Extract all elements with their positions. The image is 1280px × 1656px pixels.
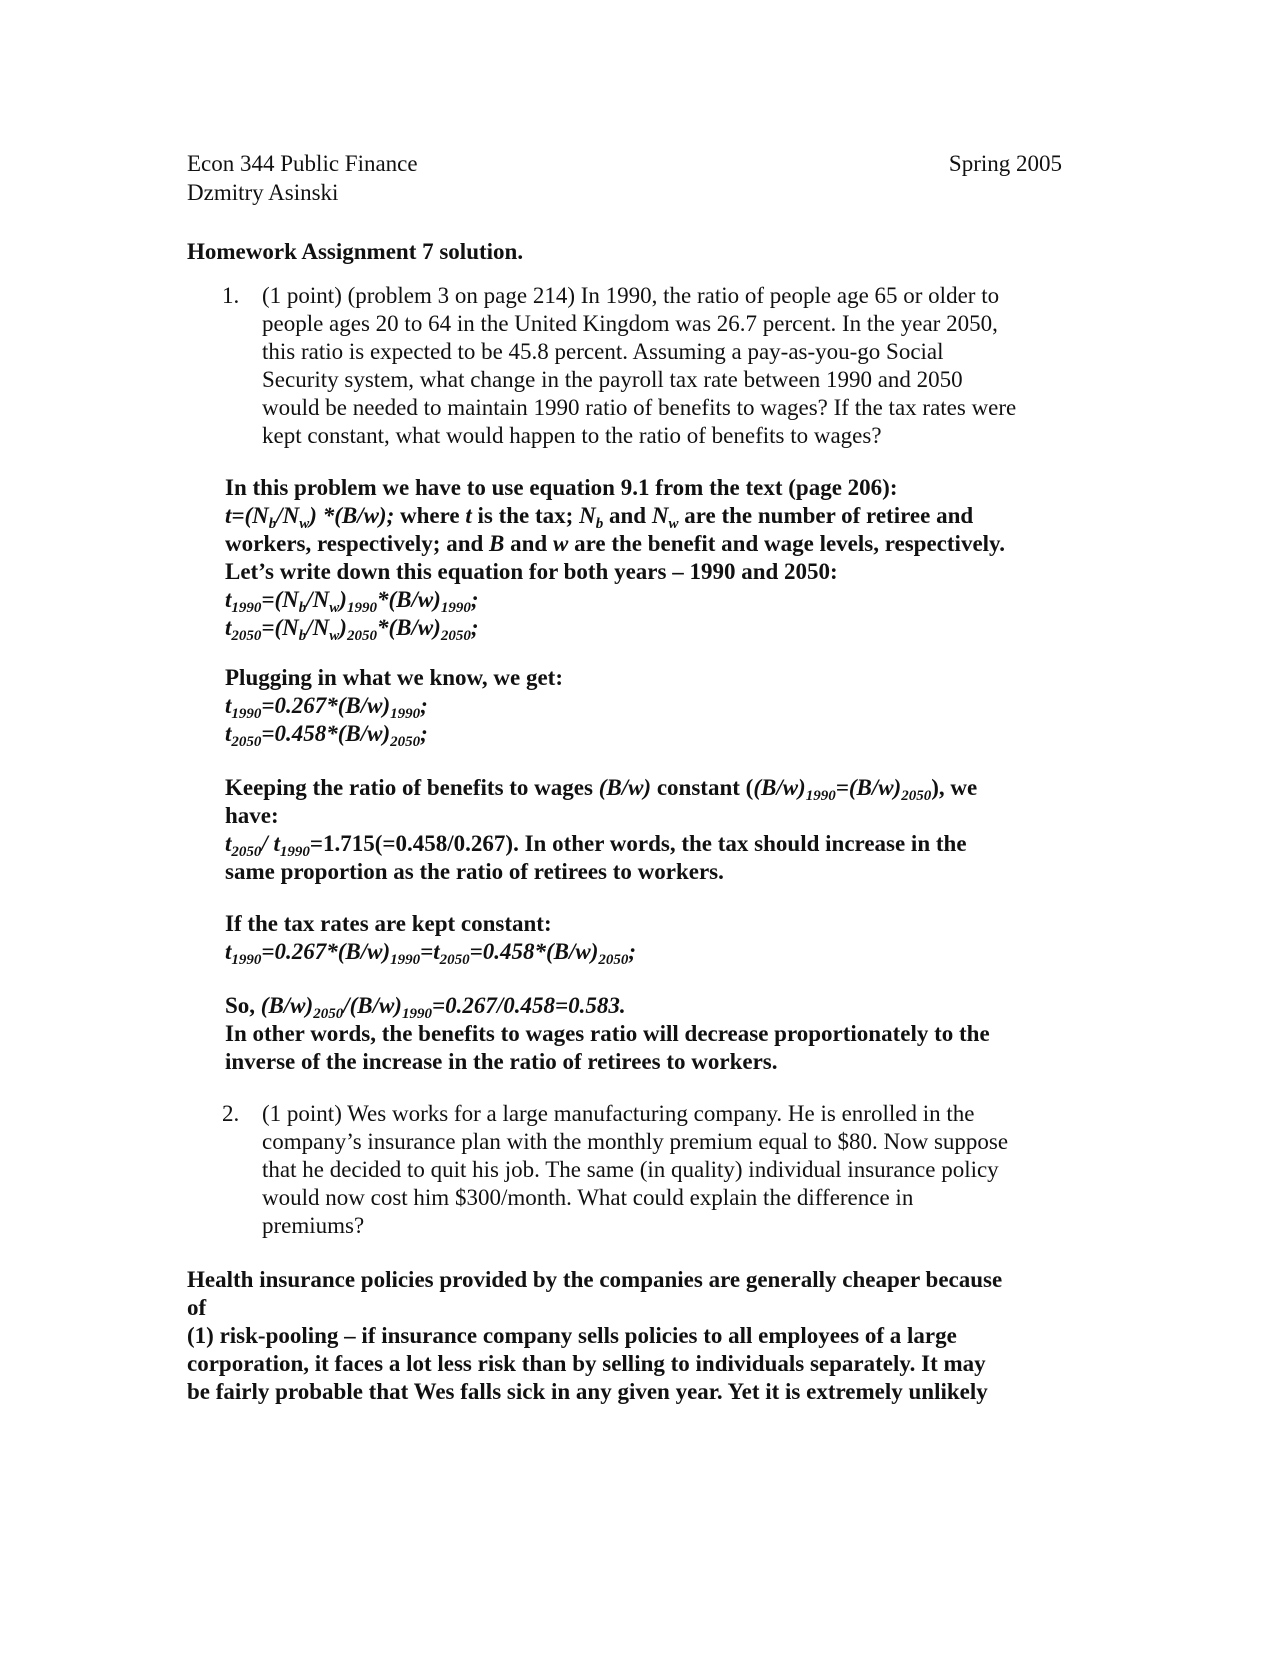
answer-1-keep — [225, 774, 1085, 886]
question-1 — [224, 282, 1084, 450]
answer-line: have: — [225, 803, 279, 828]
question-number: 1. — [222, 283, 240, 308]
answer-1-const — [225, 910, 1085, 966]
answer-line: same proportion as the ratio of retirees to workers. — [225, 859, 724, 884]
question-line: would now cost him $300/month. What could explain the difference in — [262, 1185, 914, 1210]
equation-t1990: $t_{1990}=(N_b/N_w)_{1990}*(B/w)_{1990}$; — [225, 587, 479, 616]
answer-line: So, $(B/w)_{2050}/(B/w)_{1990}=0.267/0.458=0.583$. — [225, 993, 626, 1022]
answer-line: Plugging in what we know, we get: — [225, 665, 563, 690]
answer-line: $t_{2050}/$ $t_{1990}=1.715(=0.458/0.267)$. In other words, the tax should increase in the — [225, 831, 967, 860]
answer-line: If the tax rates are kept constant: — [225, 911, 552, 936]
answer-line: Health insurance policies provided by the companies are generally cheaper because — [187, 1267, 1003, 1292]
question-text — [262, 1100, 1084, 1240]
question-number: 2. — [222, 1101, 240, 1126]
question-text — [262, 282, 1084, 450]
question-line: (1 point) (problem 3 on page 214) In 1990, the ratio of people age 65 or older to — [262, 283, 1000, 308]
equation-plug-2050: $t_{2050}=0.458*(B/w)_{2050}$; — [225, 721, 428, 750]
equation-line: $t=(N_b/N_w)$ *(B/w); where t is the tax; $N_b$ and $N_w$ are the number of retiree and — [225, 503, 974, 532]
question-line: premiums? — [262, 1213, 365, 1238]
answer-line: corporation, it faces a lot less risk than by selling to individuals separately. It may — [187, 1351, 986, 1376]
answer-1 — [225, 474, 1085, 642]
question-line: Security system, what change in the payroll tax rate between 1990 and 2050 — [262, 367, 963, 392]
answer-line: inverse of the increase in the ratio of retirees to workers. — [225, 1049, 778, 1074]
question-line: that he decided to quit his job. The same (in quality) individual insurance policy — [262, 1157, 999, 1182]
answer-line: Keeping the ratio of benefits to wages (B/w) constant $((B/w)_{1990}=(B/w)_{2050})$, we — [225, 775, 978, 804]
question-line: people ages 20 to 64 in the United Kingdom was 26.7 percent. In the year 2050, — [262, 311, 998, 336]
term: Spring 2005 — [948, 151, 1062, 176]
answer-line: Let’s write down this equation for both years – 1990 and 2050: — [225, 559, 838, 584]
question-line: (1 point) Wes works for a large manufacturing company. He is enrolled in the — [262, 1101, 975, 1126]
equation-t2050: $t_{2050}=(N_b/N_w)_{2050}*(B/w)_{2050}$; — [225, 615, 479, 644]
question-2 — [224, 1100, 1084, 1240]
answer-line: (1) risk-pooling – if insurance company sells policies to all employees of a large — [187, 1323, 957, 1348]
page-title: Homework Assignment 7 solution. — [187, 239, 524, 264]
answer-line: workers, respectively; and B and w are the benefit and wage levels, respectively. — [225, 531, 1006, 556]
answer-line: In other words, the benefits to wages ratio will decrease proportionately to the — [225, 1021, 990, 1046]
answer-2 — [187, 1266, 1087, 1406]
question-line: kept constant, what would happen to the ratio of benefits to wages? — [262, 423, 882, 448]
question-line: company’s insurance plan with the monthly premium equal to $80. Now suppose — [262, 1129, 1009, 1154]
answer-line: In this problem we have to use equation 9.1 from the text (page 206): — [225, 475, 898, 500]
answer-1-so — [225, 992, 1085, 1076]
question-line: would be needed to maintain 1990 ratio of benefits to wages? If the tax rates were — [262, 395, 1017, 420]
equation-plug-1990: $t_{1990}=0.267*(B/w)_{1990}$; — [225, 693, 428, 722]
author-name: Dzmitry Asinski — [187, 180, 339, 205]
answer-line: be fairly probable that Wes falls sick in any given year. Yet it is extremely unlikely — [187, 1379, 988, 1404]
equation-constant: $t_{1990}=0.267*(B/w)_{1990}=t_{2050}=0.458*(B/w)_{2050}$; — [225, 939, 637, 968]
answer-1-plug — [225, 664, 1085, 748]
course-name: Econ 344 Public Finance — [187, 151, 418, 176]
question-line: this ratio is expected to be 45.8 percent. Assuming a pay-as-you-go Social — [262, 339, 944, 364]
answer-line: of — [187, 1295, 207, 1320]
